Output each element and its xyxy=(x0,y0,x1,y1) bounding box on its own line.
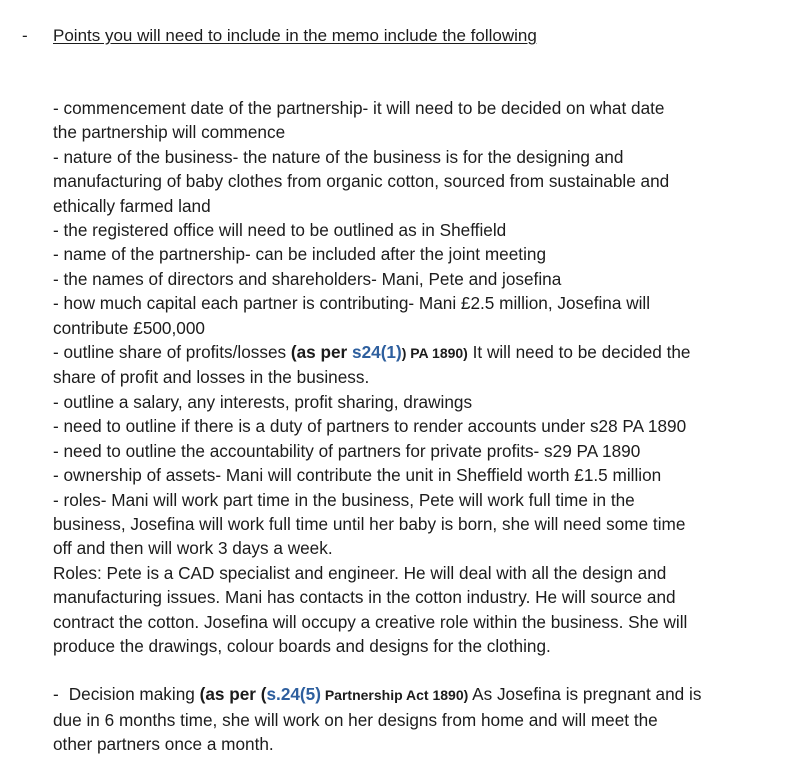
body-line: produce the drawings, colour boards and designs for the clothing. xyxy=(53,635,551,656)
body-line: - need to outline if there is a duty of partners to render accounts under s28 PA 1890 xyxy=(53,416,687,437)
body-line: share of profit and losses in the business. xyxy=(53,367,370,388)
heading-bullet: - xyxy=(22,26,28,45)
citation-open: (as per ( xyxy=(199,684,267,705)
line-text: It will need to be decided the xyxy=(467,342,691,363)
body-line: contract the cotton. Josefina will occupy a creative role within the business. She will xyxy=(53,611,688,632)
line-text: As Josefina is pregnant and is xyxy=(468,684,702,705)
line-bullet: - xyxy=(53,684,59,705)
body-line-citation xyxy=(53,340,798,365)
line-text: - outline share of profits/losses xyxy=(53,342,291,363)
body-line: - the registered office will need to be outlined as in Sheffield xyxy=(53,220,507,241)
body-line: contribute £500,000 xyxy=(53,317,205,338)
memo-body xyxy=(53,96,798,757)
body-line: Roles: Pete is a CAD specialist and engineer. He will deal with all the design and xyxy=(53,562,667,583)
body-line: due in 6 months time, she will work on her designs from home and will meet the xyxy=(53,709,658,730)
body-line: - the names of directors and shareholders- Mani, Pete and josefina xyxy=(53,268,562,289)
body-line: other partners once a month. xyxy=(53,734,274,755)
line-text: Decision making xyxy=(68,684,200,705)
body-line: - outline a salary, any interests, profit sharing, drawings xyxy=(53,391,473,412)
body-line: manufacturing of baby clothes from organic cotton, sourced from sustainable and xyxy=(53,171,670,192)
body-line: - need to outline the accountability of partners for private profits- s29 PA 1890 xyxy=(53,440,641,461)
body-line: - roles- Mani will work part time in the business, Pete will work full time in the xyxy=(53,489,635,510)
body-line: business, Josefina will work full time until her baby is born, she will need some time xyxy=(53,513,686,534)
citation-close: ) PA 1890) xyxy=(401,345,468,362)
body-line: the partnership will commence xyxy=(53,122,286,143)
body-line: ethically farmed land xyxy=(53,195,211,216)
body-line-citation xyxy=(53,682,798,707)
section-reference: s.24(5) xyxy=(266,684,321,705)
body-line: - how much capital each partner is contributing- Mani £2.5 million, Josefina will xyxy=(53,293,651,314)
body-line: - commencement date of the partnership- it will need to be decided on what date xyxy=(53,98,665,118)
body-line: - nature of the business- the nature of the business is for the designing and xyxy=(53,146,624,167)
body-line: - ownership of assets- Mani will contribute the unit in Sheffield worth £1.5 million xyxy=(53,465,662,486)
body-line: off and then will work 3 days a week. xyxy=(53,538,333,559)
citation-open: (as per xyxy=(290,342,353,363)
section-reference: s24(1) xyxy=(352,342,402,363)
body-line: - name of the partnership- can be included after the joint meeting xyxy=(53,244,546,265)
citation-close: Partnership Act 1890) xyxy=(320,687,469,704)
body-line: manufacturing issues. Mani has contacts in the cotton industry. He will source and xyxy=(53,587,676,608)
memo-heading: Points you will need to include in the memo include the following xyxy=(53,26,537,45)
paragraph-gap xyxy=(53,658,798,682)
